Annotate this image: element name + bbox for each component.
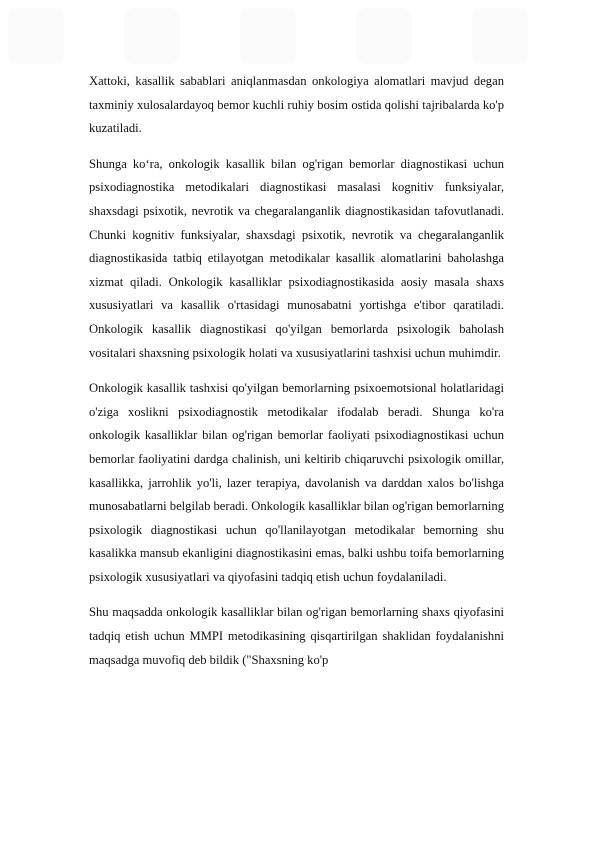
paragraph-3: Onkologik kasallik tashxisi qo'yilgan bemorlarning psixoemotsional holatlaridagi o'ziga xoslikni psixodiagnostik metodikalar ifodalab beradi. Shunga ko'ra onkologik kasalliklar bilan og'rigan bemorlar faoliyati psixodiagnostikasi uchun bemorlar faoliyatini dardga chalinish, uni keltirib chiqaruvchi psixologik omillar, kasallikka, jarrohlik yo'li, lazer terapiya, davolanish va darddan xalos bo'lishga munosabatlarni belgilab beradi. Onkologik kasalliklar bilan og'rigan bemorlarning psixologik diagnostikasi uchun qo'llanilayotgan metodikalar bemorning shu kasalikka mansub ekanligini diagnostikasini emas, balki ushbu toifa bemorlarning psixologik xususiyatlari va qiyofasini tadqiq etish uchun foydalaniladi. — [89, 381, 504, 584]
document-body — [89, 70, 504, 684]
watermark-logo-icon — [356, 8, 412, 64]
watermark-logo-icon — [472, 8, 528, 64]
watermark-logo-icon — [240, 8, 296, 64]
watermark-logo-icon — [124, 8, 180, 64]
paragraph-1: Xattoki, kasallik sabablari aniqlanmasdan onkologiya alomatlari mavjud degan taxminiy xulosalardayoq bemor kuchli ruhiy bosim ostida qolishi tajribalarda ko'p kuzatiladi. — [89, 74, 504, 136]
paragraph-2: Shunga ko‘ra, onkologik kasallik bilan og'rigan bemorlar diagnostikasi uchun psixodiagnostika metodikalari diagnostikasi masalasi kognitiv funksiyalar, shaxsdagi psixotik, nevrotik va chegaralanganlik diagnostikasidan tafovutlanadi. Chunki kognitiv funksiyalar, shaxsdagi psixotik, nevrotik va chegaralanganlik diagnostikasida tatbiq etilayotgan metodikalar kasallik alomatlarini baholashga xizmat qiladi. Onkologik kasalliklar psixodiagnostikasida aosiy masala shaxs xususiyatlari va kasallik o'rtasidagi munosabatni yortishga e'tibor qaratiladi. Onkologik kasallik diagnostikasi qo'yilgan bemorlarda psixologik baholash vositalari shaxsning psixologik holati va xususiyatlarini tashxisi uchun muhimdir. — [89, 156, 504, 360]
watermark-logo-icon — [8, 8, 64, 64]
paragraph-4: Shu maqsadda onkologik kasalliklar bilan og'rigan bemorlarning shaxs qiyofasini tadqiq etish uchun MMPI metodikasining qisqartirilgan shaklidan foydalanishni maqsadga muvofiq deb bildik ("Shaxsning ko'p — [89, 605, 504, 667]
